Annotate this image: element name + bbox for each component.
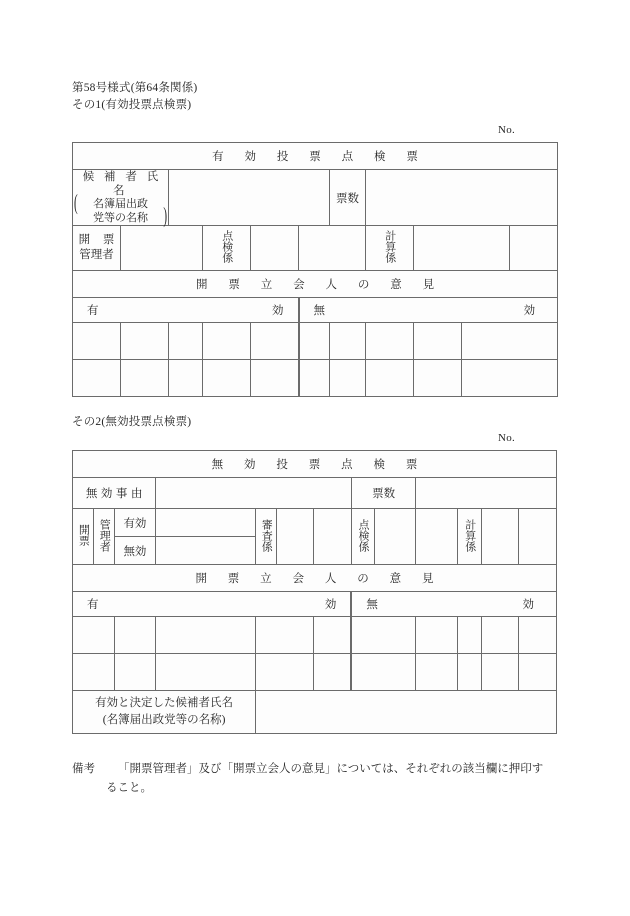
invalid-opinion-cell-valid[interactable] [156,654,256,691]
section-2-heading: その2(無効投票点検票) [72,416,192,428]
invalid-opinion-cell-invalid[interactable] [351,617,416,654]
invalid-calculator-seal-cell-1[interactable] [481,509,518,565]
opinion-cell-invalid[interactable] [414,360,462,397]
votes-input-cell[interactable] [366,170,558,226]
invalid-opinion-invalid-header-right: 効 [522,599,534,611]
invalid-inspector-seal-cell-1[interactable] [374,509,416,565]
opinion-cell-valid[interactable] [121,360,169,397]
candidate-party-paren-line1 [73,190,168,216]
vote-manager-seal-cell[interactable] [121,226,203,271]
calculator-seal-cell-1[interactable] [414,226,510,271]
opinion-cell-invalid[interactable] [330,323,366,360]
invalid-manager-label-col1-text: 開票 [77,524,90,546]
opinion-cell-invalid[interactable] [366,360,414,397]
remark-note [72,760,572,798]
calculator-seal-cell-2[interactable] [510,226,558,271]
invalid-inspector-seal-cell-2[interactable] [416,509,458,565]
opinion-valid-header-left: 有 [87,305,99,317]
examiner-label-text: 審査係 [260,518,273,552]
final-candidate-label-line1: 有効と決定した候補者氏名 [95,697,234,709]
manager-invalid-seal-cell[interactable] [156,537,256,565]
examiner-label-cell [256,509,277,565]
candidate-name-input-cell[interactable] [169,170,330,226]
invalid-opinion-cell-valid[interactable] [256,654,314,691]
inspector-seal-cell-1[interactable] [251,226,299,271]
invalid-opinion-cell-valid[interactable] [256,617,314,654]
no-label-form-1: No. [498,124,516,136]
opinion-valid-header [73,298,299,323]
invalid-reason-input-cell[interactable] [156,478,352,509]
examiner-seal-cell-2[interactable] [314,509,351,565]
opinion-cell-valid[interactable] [169,323,203,360]
final-candidate-input-cell[interactable] [256,691,557,734]
remark-line-2: ること。 [106,782,152,794]
inspector-label-text: 点検係 [220,230,233,263]
manager-valid-row-label: 有効 [114,509,156,537]
invalid-vote-inspection-table [72,450,557,734]
invalid-opinion-cell-invalid[interactable] [416,654,458,691]
opinion-cell-valid[interactable] [203,323,251,360]
opinion-cell-invalid[interactable] [299,360,330,397]
opinion-cell-valid[interactable] [73,323,121,360]
opinion-cell-valid[interactable] [73,360,121,397]
candidate-name-label [73,170,169,230]
opinion-invalid-header-right: 効 [523,305,536,317]
opinion-cell-valid[interactable] [169,360,203,397]
calculator-label-cell [366,226,414,271]
invalid-opinion-cell-invalid[interactable] [458,617,482,654]
invalid-calculator-seal-cell-2[interactable] [519,509,557,565]
invalid-table-title: 無 効 投 票 点 検 票 [73,451,557,478]
opinion-cell-valid[interactable] [203,360,251,397]
paren-open-icon: ( [74,190,78,216]
invalid-opinion-cell-invalid[interactable] [351,654,416,691]
remark-head: 備考 [72,763,95,775]
invalid-opinion-valid-header-right: 効 [324,599,337,611]
invalid-opinion-cell-invalid[interactable] [519,654,557,691]
opinion-cell-invalid[interactable] [462,360,558,397]
invalid-opinion-cell-valid[interactable] [314,617,351,654]
invalid-votes-input-cell[interactable] [416,478,557,509]
invalid-opinion-cell-invalid[interactable] [481,617,518,654]
invalid-inspector-label-text: 点検係 [357,518,370,552]
form-number-heading: 第58号様式(第64条関係) [72,82,198,94]
candidate-name-label-line2: 名簿届出政 [93,198,148,210]
invalid-opinion-cell-invalid[interactable] [519,617,557,654]
section-1-heading: その1(有効投票点検票) [72,99,192,111]
invalid-opinion-cell-valid[interactable] [114,654,156,691]
invalid-manager-label-col2 [93,509,114,565]
invalid-opinion-cell-valid[interactable] [156,617,256,654]
calculator-label-text: 計算係 [383,230,396,263]
invalid-opinion-cell-invalid[interactable] [416,617,458,654]
no-label-form-2: No. [498,432,516,444]
invalid-opinion-cell-invalid[interactable] [458,654,482,691]
vote-manager-label-line2: 管理者 [79,249,114,261]
invalid-inspector-label-cell [351,509,374,565]
votes-label-cell: 票数 [330,170,366,226]
invalid-opinion-cell-valid[interactable] [314,654,351,691]
invalid-opinion-invalid-header [351,592,556,617]
opinion-valid-header-right: 効 [272,305,284,317]
paren-close-icon: ) [163,204,167,230]
manager-invalid-row-label: 無効 [114,537,156,565]
observer-opinion-title: 開 票 立 会 人 の 意 見 [73,271,558,298]
vote-manager-label [73,226,121,271]
valid-table-title: 有 効 投 票 点 検 票 [73,143,558,170]
invalid-calculator-label-cell [458,509,482,565]
opinion-cell-invalid[interactable] [414,323,462,360]
valid-vote-inspection-table [72,142,558,397]
invalid-opinion-valid-header-left: 有 [87,599,99,611]
invalid-opinion-cell-valid[interactable] [73,617,115,654]
invalid-opinion-invalid-header-left: 無 [366,599,378,611]
opinion-cell-invalid[interactable] [299,323,330,360]
invalid-manager-label-col1 [73,509,94,565]
invalid-manager-label-col2-text: 管理者 [98,518,111,552]
invalid-opinion-cell-invalid[interactable] [481,654,518,691]
invalid-observer-opinion-title: 開 票 立 会 人 の 意 見 [73,565,557,592]
vote-manager-label-line1: 開 票 [78,234,120,246]
invalid-opinion-valid-header [73,592,352,617]
opinion-cell-valid[interactable] [251,360,299,397]
candidate-name-label-line1: 候 補 者 氏 名 [82,171,162,197]
opinion-cell-invalid[interactable] [330,360,366,397]
invalid-reason-label: 無効事由 [73,478,156,509]
invalid-calculator-label-text: 計算係 [463,518,476,552]
opinion-invalid-header-left: 無 [313,305,325,317]
opinion-cell-invalid[interactable] [462,323,558,360]
inspector-seal-cell-2[interactable] [299,226,366,271]
invalid-opinion-cell-valid[interactable] [73,654,115,691]
opinion-cell-invalid[interactable] [366,323,414,360]
manager-valid-seal-cell[interactable] [156,509,256,537]
candidate-name-label-line3: 党等の名称 [93,211,148,224]
remark-line-1: 「開票管理者」及び「開票立会人の意見」については、それぞれの該当欄に押印す [118,763,544,775]
examiner-seal-cell-1[interactable] [276,509,313,565]
opinion-invalid-header [299,298,558,323]
opinion-cell-valid[interactable] [251,323,299,360]
final-candidate-label-line2: (名簿届出政党等の名称) [102,714,226,726]
inspector-label-cell [203,226,251,271]
invalid-votes-label-cell: 票数 [351,478,416,509]
opinion-cell-valid[interactable] [121,323,169,360]
invalid-opinion-cell-valid[interactable] [114,617,156,654]
final-candidate-label [73,691,256,734]
